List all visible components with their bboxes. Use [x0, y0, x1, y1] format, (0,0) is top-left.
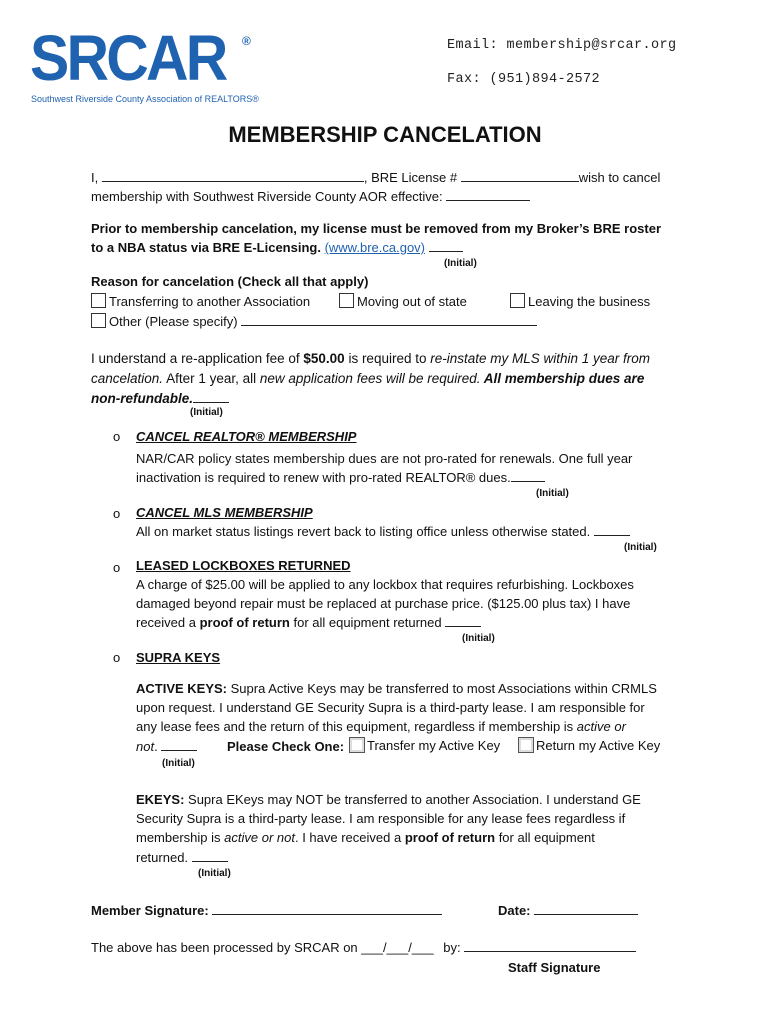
effective-date-blank[interactable] [446, 188, 530, 201]
checkbox-icon[interactable] [91, 293, 106, 308]
email-line: Email: membership@srcar.org [447, 38, 677, 53]
fee-line-1: I understand a re-application fee of $50.00 is required to re-instate my MLS within 1 year from [91, 351, 651, 366]
logo-subtitle: Southwest Riverside County Association of REALTORS® [31, 94, 259, 104]
lockbox-line-1: A charge of $25.00 will be applied to any lockbox that requires refurbishing. Lockboxes [136, 577, 634, 592]
name-blank[interactable] [102, 169, 364, 182]
prior-initial-label: (Initial) [444, 258, 477, 269]
date-blank[interactable] [534, 902, 638, 915]
lockbox-initial-blank[interactable] [445, 614, 481, 627]
intro-line-1: I, , BRE License # wish to cancel [91, 170, 661, 185]
fee-line-2: cancelation. After 1 year, all new application fees will be required. All membership dues are [91, 371, 645, 386]
other-specify-blank[interactable] [241, 313, 537, 326]
active-line-4: not. [136, 737, 197, 757]
reason-transferring[interactable]: Transferring to another Association [91, 292, 310, 312]
checkbox-icon[interactable] [339, 293, 354, 308]
staff-signature-blank[interactable] [464, 939, 636, 952]
prior-line-2: to a NBA status via BRE E-Licensing. (www.bre.ca.gov) [91, 238, 463, 258]
ekeys-line-3: membership is active or not. I have received a proof of return for all equipment [136, 830, 595, 845]
active-line-2: upon request. I understand GE Security Supra is a third-party lease. I am responsible for [136, 700, 645, 715]
active-line-1: ACTIVE KEYS: Supra Active Keys may be transferred to most Associations within CRMLS [136, 681, 657, 696]
supra-heading: SUPRA KEYS [136, 650, 221, 665]
reason-moving[interactable]: Moving out of state [339, 292, 467, 312]
bullet-mls: o [113, 506, 121, 521]
srcar-logo: SRCAR [30, 22, 226, 94]
reason-leaving[interactable]: Leaving the business [510, 292, 650, 312]
mls-initial-label: (Initial) [624, 542, 657, 553]
checkbox-icon[interactable] [518, 737, 534, 753]
active-line-3: any lease fees and the return of this equipment, regardless if membership is active or [136, 719, 626, 734]
transfer-key-option[interactable]: Transfer my Active Key [349, 736, 500, 756]
lockbox-line-3: received a proof of return for all equipment returned [136, 613, 481, 633]
checkbox-icon[interactable] [510, 293, 525, 308]
checkbox-icon[interactable] [349, 737, 365, 753]
realtor-heading: CANCEL REALTOR® MEMBERSHIP [136, 429, 357, 444]
prior-initial-blank[interactable] [429, 239, 463, 252]
please-check-one: Please Check One: [227, 739, 345, 754]
bre-link[interactable]: (www.bre.ca.gov) [324, 240, 425, 255]
prior-line-1: Prior to membership cancelation, my license must be removed from my Broker’s BRE roster [91, 221, 662, 236]
active-initial-blank[interactable] [161, 738, 197, 751]
reason-other[interactable]: Other (Please specify) [91, 312, 537, 332]
fax-line: Fax: (951)894-2572 [447, 72, 601, 87]
ekeys-line-4: returned. [136, 848, 228, 868]
realtor-initial-blank[interactable] [511, 469, 545, 482]
lockbox-initial-label: (Initial) [462, 633, 495, 644]
member-signature-row: Member Signature: [91, 901, 442, 921]
realtor-line-1: NAR/CAR policy states membership dues are not pro-rated for renewals. One full year [136, 451, 633, 466]
fee-line-3: non-refundable. [91, 389, 229, 409]
reasons-heading: Reason for cancelation (Check all that apply) [91, 274, 369, 289]
fee-initial-blank[interactable] [193, 390, 229, 403]
bullet-supra: o [113, 650, 121, 665]
mls-line-1: All on market status listings revert back to listing office unless otherwise stated. [136, 522, 630, 542]
mls-initial-blank[interactable] [594, 523, 630, 536]
realtor-line-2: inactivation is required to renew with pro-rated REALTOR® dues. [136, 468, 545, 488]
fee-initial-label: (Initial) [190, 407, 223, 418]
logo-registered-mark: ® [242, 34, 251, 48]
processed-row: The above has been processed by SRCAR on ___/___/___ by: [91, 938, 636, 958]
return-key-option[interactable]: Return my Active Key [518, 736, 660, 756]
mls-heading: CANCEL MLS MEMBERSHIP [136, 505, 313, 520]
ekeys-line-2: Security Supra is a third-party lease. I am responsible for any lease fees regardless if [136, 811, 626, 826]
processed-date-blank[interactable]: ___/___/___ [361, 940, 434, 955]
lockbox-line-2: damaged beyond repair must be replaced at purchase price. ($125.00 plus tax) I have [136, 596, 631, 611]
intro-line-2: membership with Southwest Riverside County AOR effective: [91, 187, 530, 207]
bullet-lockbox: o [113, 560, 121, 575]
ekeys-initial-label: (Initial) [198, 868, 231, 879]
realtor-initial-label: (Initial) [536, 488, 569, 499]
active-initial-label: (Initial) [162, 758, 195, 769]
date-row: Date: [498, 901, 638, 921]
ekeys-line-1: EKEYS: Supra EKeys may NOT be transferred to another Association. I understand GE [136, 792, 641, 807]
bullet-realtor: o [113, 429, 121, 444]
staff-signature-label: Staff Signature [508, 960, 601, 975]
member-signature-blank[interactable] [212, 902, 442, 915]
lockbox-heading: LEASED LOCKBOXES RETURNED [136, 558, 351, 573]
license-blank[interactable] [461, 169, 579, 182]
page-title: MEMBERSHIP CANCELATION [228, 122, 542, 147]
ekeys-initial-blank[interactable] [192, 849, 228, 862]
checkbox-icon[interactable] [91, 313, 106, 328]
